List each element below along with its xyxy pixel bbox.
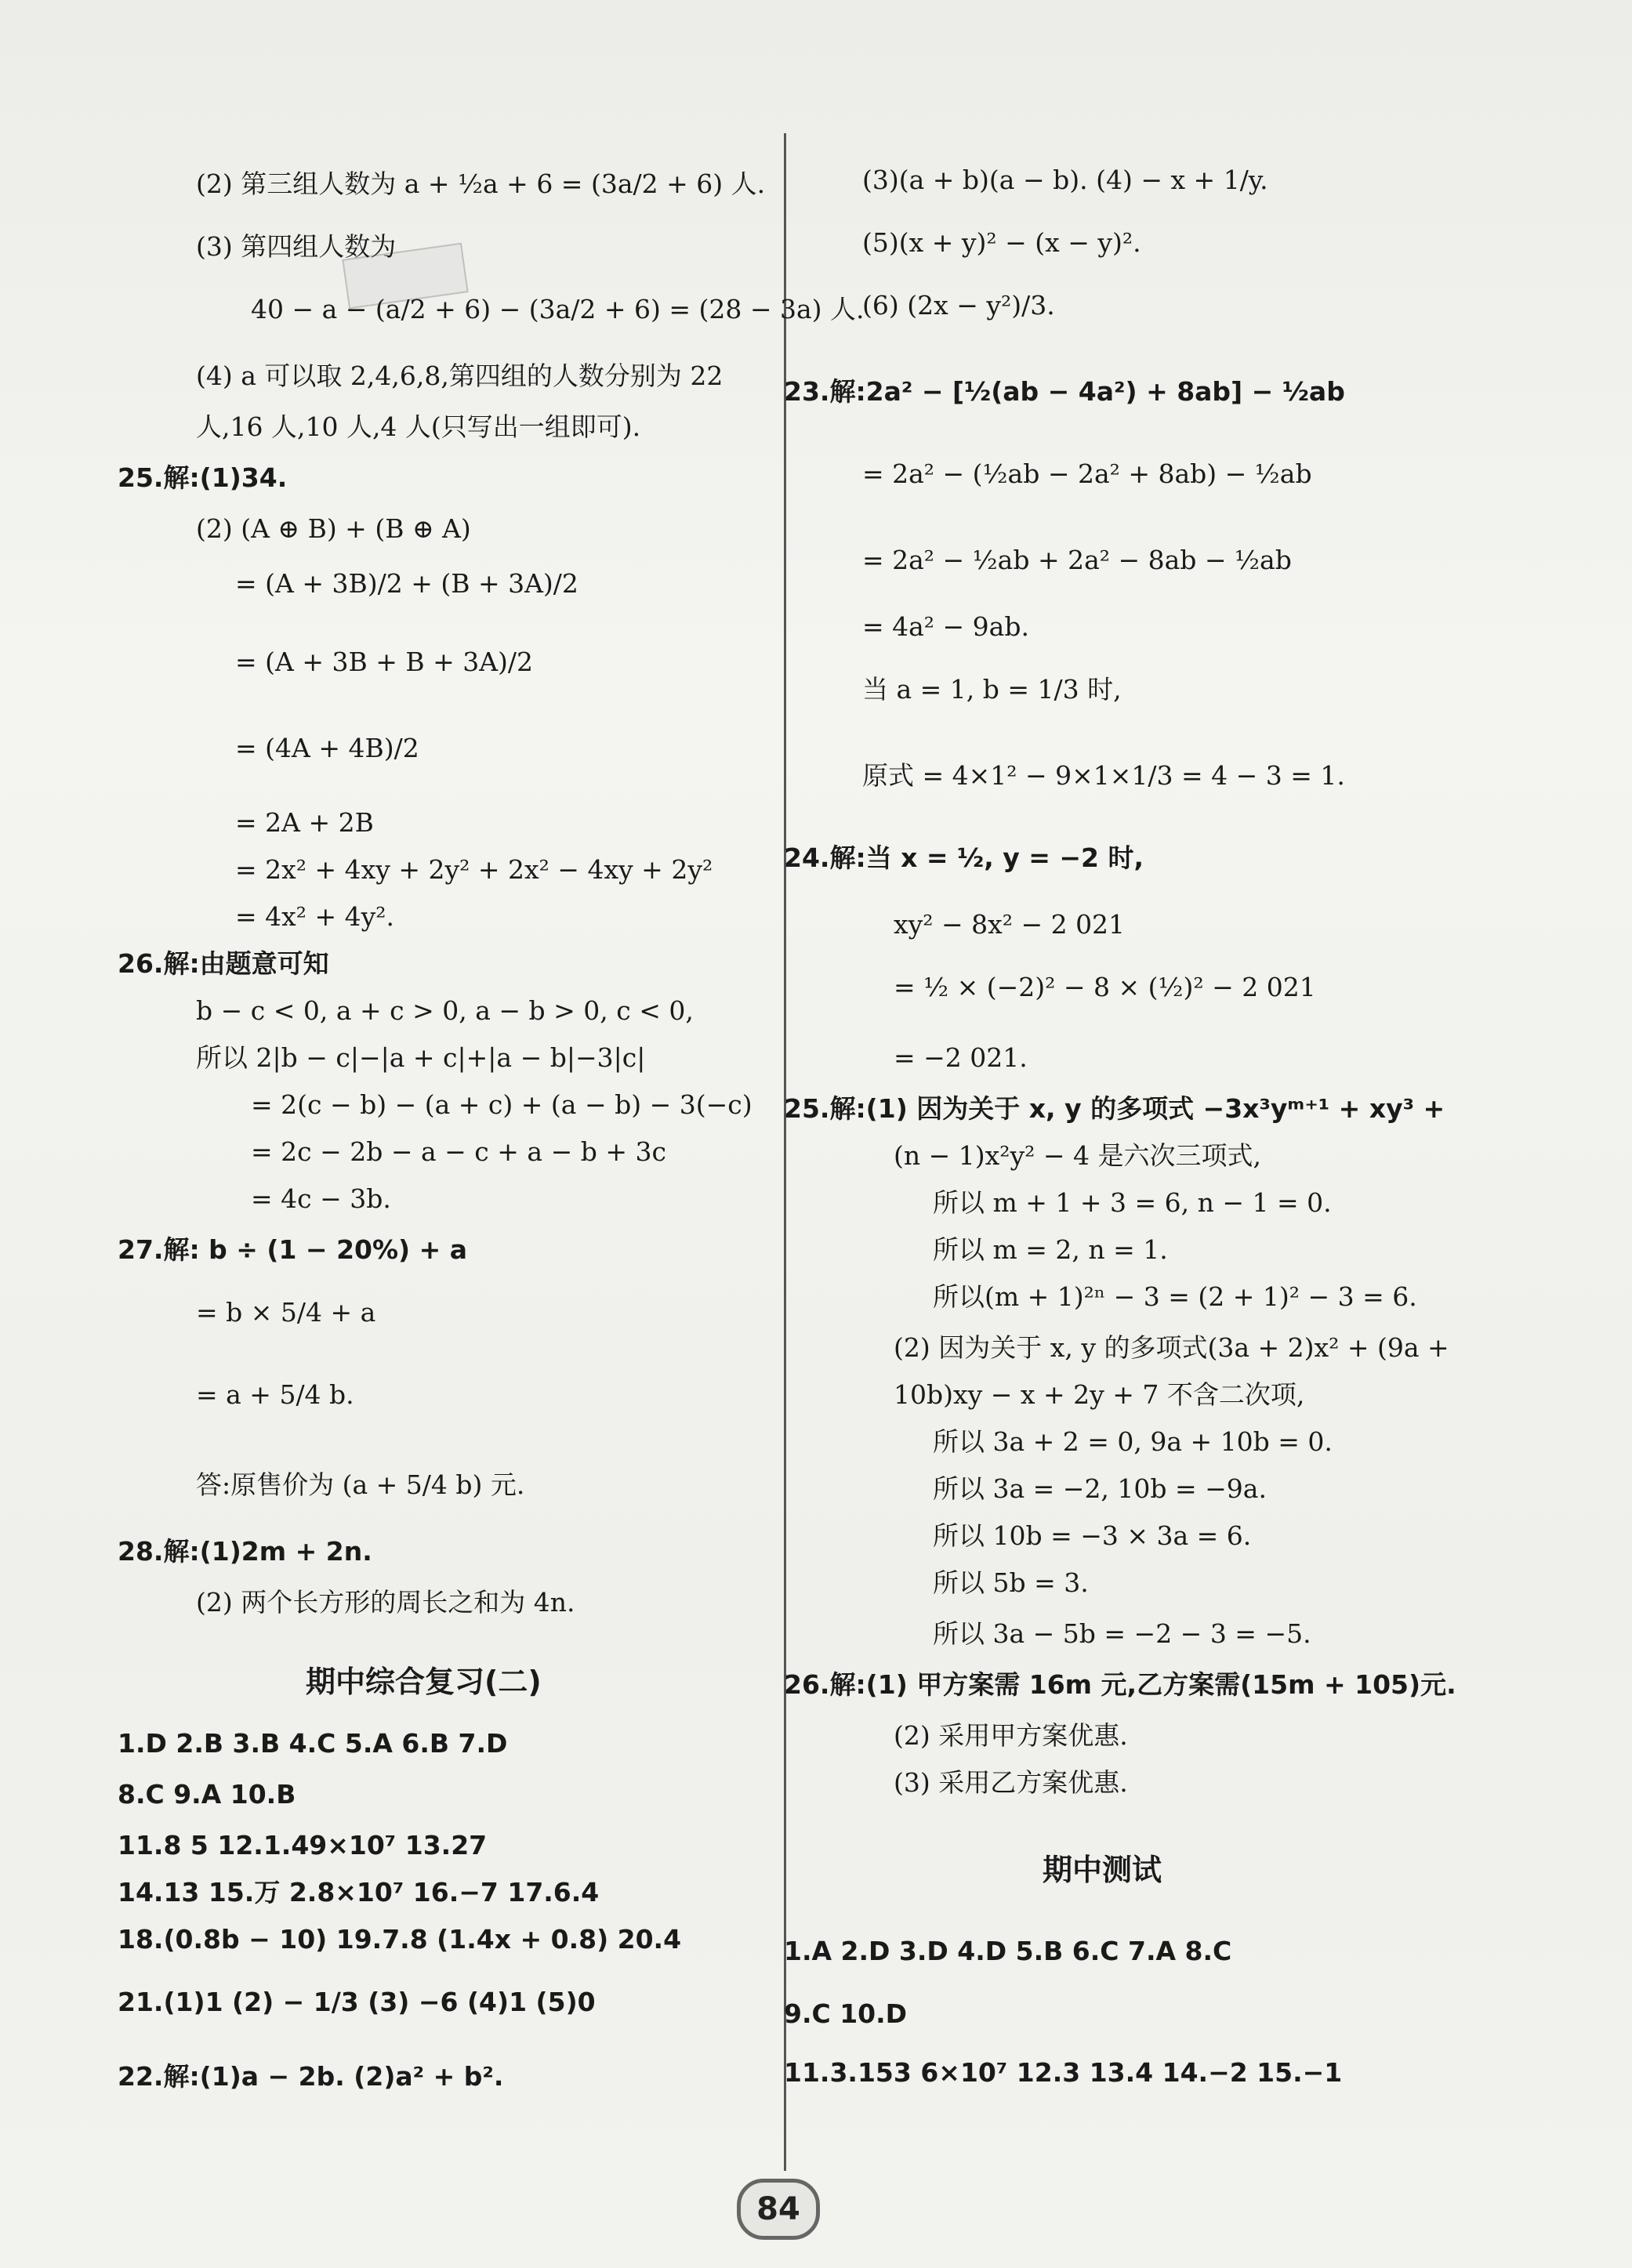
left-line-10: = 2A + 2B (235, 807, 374, 838)
left-line-9: = (4A + 4B)/2 (235, 733, 419, 763)
left-line-14: b − c < 0, a + c > 0, a − b > 0, c < 0, (196, 995, 694, 1026)
left-line-1: (3) 第四组人数为 (196, 231, 397, 262)
right-line-0: (3)(a + b)(a − b). (4) − x + 1/y. (862, 165, 1268, 195)
right-line-14: (n − 1)x²y² − 4 是六次三项式, (894, 1140, 1261, 1171)
answers1-row-5: 21.(1)1 (2) − 1/3 (3) −6 (4)1 (5)0 (118, 1987, 596, 2017)
left-line-21: = a + 5/4 b. (196, 1379, 354, 1410)
column-divider (784, 133, 786, 2171)
left-line-12: = 4x² + 4y². (235, 901, 394, 932)
left-line-18: = 4c − 3b. (251, 1183, 391, 1214)
right-line-25: 26.解:(1) 甲方案需 16m 元,乙方案需(15m + 105)元. (784, 1669, 1456, 1700)
answers1-row-2: 11.8 5 12.1.49×10⁷ 13.27 (118, 1830, 488, 1860)
right-line-24: 所以 3a − 5b = −2 − 3 = −5. (933, 1618, 1311, 1649)
right-line-22: 所以 10b = −3 × 3a = 6. (933, 1520, 1252, 1551)
left-line-4: 人,16 人,10 人,4 人(只写出一组即可). (196, 411, 641, 442)
right-line-15: 所以 m + 1 + 3 = 6, n − 1 = 0. (933, 1187, 1332, 1218)
right-line-16: 所以 m = 2, n = 1. (933, 1234, 1168, 1265)
section-title-midterm-review-2: 期中综合复习(二) (306, 1665, 542, 1699)
section-title-midterm-test: 期中测试 (1043, 1853, 1162, 1887)
left-line-13: 26.解:由题意可知 (118, 948, 329, 979)
right-line-27: (3) 采用乙方案优惠. (894, 1767, 1128, 1798)
right-line-8: 原式 = 4×1² − 9×1×1/3 = 4 − 3 = 1. (862, 760, 1345, 791)
right-line-13: 25.解:(1) 因为关于 x, y 的多项式 −3x³yᵐ⁺¹ + xy³ + (784, 1093, 1445, 1124)
left-line-3: (4) a 可以取 2,4,6,8,第四组的人数分别为 22 (196, 360, 724, 391)
right-line-2: (6) (2x − y²)/3. (862, 290, 1055, 321)
right-line-20: 所以 3a + 2 = 0, 9a + 10b = 0. (933, 1426, 1333, 1457)
right-line-19: 10b)xy − x + 2y + 7 不含二次项, (894, 1379, 1305, 1410)
answers1-row-3: 14.13 15.万 2.8×10⁷ 16.−7 17.6.4 (118, 1877, 600, 1908)
left-line-17: = 2c − 2b − a − c + a − b + 3c (251, 1136, 666, 1167)
right-line-4: = 2a² − (½ab − 2a² + 8ab) − ½ab (862, 458, 1312, 489)
page-number: 84 (737, 2179, 820, 2240)
left-line-23: 28.解:(1)2m + 2n. (118, 1536, 372, 1567)
right-line-12: = −2 021. (894, 1042, 1028, 1073)
left-line-6: (2) (A ⊕ B) + (B ⊕ A) (196, 513, 471, 544)
answers2-row-2: 11.3.153 6×10⁷ 12.3 13.4 14.−2 15.−1 (784, 2057, 1343, 2088)
left-line-8: = (A + 3B + B + 3A)/2 (235, 647, 534, 677)
left-line-20: = b × 5/4 + a (196, 1297, 376, 1328)
left-line-2: 40 − a − (a/2 + 6) − (3a/2 + 6) = (28 − 3a) 人. (251, 294, 865, 324)
left-line-19: 27.解: b ÷ (1 − 20%) + a (118, 1234, 468, 1265)
right-line-18: (2) 因为关于 x, y 的多项式(3a + 2)x² + (9a + (894, 1332, 1449, 1363)
left-line-22: 答:原售价为 (a + 5/4 b) 元. (196, 1469, 525, 1500)
right-line-6: = 4a² − 9ab. (862, 611, 1029, 642)
right-line-5: = 2a² − ½ab + 2a² − 8ab − ½ab (862, 545, 1292, 575)
left-line-11: = 2x² + 4xy + 2y² + 2x² − 4xy + 2y² (235, 854, 713, 885)
right-line-17: 所以(m + 1)²ⁿ − 3 = (2 + 1)² − 3 = 6. (933, 1281, 1417, 1312)
right-line-9: 24.解:当 x = ½, y = −2 时, (784, 842, 1144, 873)
answers1-row-4: 18.(0.8b − 10) 19.7.8 (1.4x + 0.8) 20.4 (118, 1924, 682, 1955)
right-line-11: = ½ × (−2)² − 8 × (½)² − 2 021 (894, 972, 1316, 1002)
left-line-0: (2) 第三组人数为 a + ½a + 6 = (3a/2 + 6) 人. (196, 168, 766, 199)
left-line-16: = 2(c − b) − (a + c) + (a − b) − 3(−c) (251, 1089, 753, 1120)
right-line-10: xy² − 8x² − 2 021 (894, 909, 1126, 940)
right-line-26: (2) 采用甲方案优惠. (894, 1720, 1128, 1751)
right-line-7: 当 a = 1, b = 1/3 时, (862, 674, 1122, 705)
right-line-1: (5)(x + y)² − (x − y)². (862, 227, 1141, 258)
left-line-15: 所以 2|b − c|−|a + c|+|a − b|−3|c| (196, 1042, 646, 1073)
right-line-21: 所以 3a = −2, 10b = −9a. (933, 1473, 1267, 1504)
right-line-3: 23.解:2a² − [½(ab − 4a²) + 8ab] − ½ab (784, 376, 1345, 407)
right-line-23: 所以 5b = 3. (933, 1567, 1089, 1598)
answers2-row-1: 9.C 10.D (784, 1998, 908, 2029)
left-line-7: = (A + 3B)/2 + (B + 3A)/2 (235, 568, 578, 599)
answers1-row-6: 22.解:(1)a − 2b. (2)a² + b². (118, 2061, 504, 2092)
left-line-5: 25.解:(1)34. (118, 462, 288, 493)
answers1-row-0: 1.D 2.B 3.B 4.C 5.A 6.B 7.D (118, 1728, 508, 1759)
answers1-row-1: 8.C 9.A 10.B (118, 1779, 296, 1810)
answers2-row-0: 1.A 2.D 3.D 4.D 5.B 6.C 7.A 8.C (784, 1936, 1232, 1966)
left-line-24: (2) 两个长方形的周长之和为 4n. (196, 1587, 575, 1618)
